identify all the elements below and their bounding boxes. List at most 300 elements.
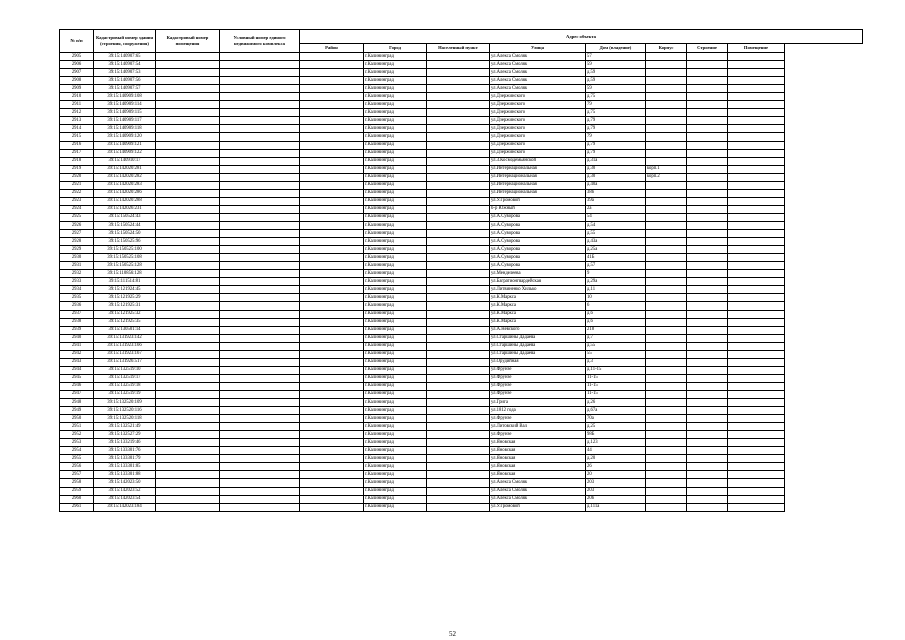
cell-cond-number [220,382,300,390]
cell-district [300,374,364,382]
cell-building [687,455,728,463]
cell-district [300,358,364,366]
cell-building [687,270,728,278]
cell-cad-building: 39:15:133219:46 [94,439,156,447]
table-row [60,213,863,221]
cell-district [300,117,364,125]
table-row [60,278,863,286]
cell-cad-room [156,53,220,61]
cell-city: г.Калининград [364,399,427,407]
cell-house: д.25 [586,423,646,431]
cell-cad-room [156,399,220,407]
cell-cond-number [220,407,300,415]
cell-cond-number [220,85,300,93]
cell-house: 11-15 [586,390,646,398]
table-row [60,471,863,479]
cell-room [728,230,785,238]
cell-cad-building: 39:15:140909:114 [94,101,156,109]
cell-building [687,181,728,189]
cell-room [728,423,785,431]
cell-street: ул.А.Суворова [490,246,586,254]
cell-num: 2950 [60,415,94,423]
cell-room [728,238,785,246]
cell-korpus [646,326,687,334]
cell-cond-number [220,93,300,101]
cell-cad-building: 39:15:142023:184 [94,503,156,511]
cell-locality [427,197,490,205]
cell-korpus [646,358,687,366]
cell-num: 2913 [60,117,94,125]
table-row [60,262,863,270]
cell-room [728,310,785,318]
cell-house: д.3 [586,358,646,366]
cell-street: ул.Алекса Смоляк [490,487,586,495]
cell-district [300,246,364,254]
cell-building [687,205,728,213]
cell-cond-number [220,487,300,495]
cell-building [687,246,728,254]
cell-cond-number [220,358,300,366]
cell-building [687,447,728,455]
cell-cad-room [156,85,220,93]
cell-street: ул.Фрунзе [490,382,586,390]
cell-cad-room [156,125,220,133]
table-row [60,125,863,133]
cell-cad-building: 39:15:142026:231 [94,205,156,213]
cell-room [728,334,785,342]
cell-room [728,246,785,254]
cell-korpus [646,189,687,197]
cell-locality [427,205,490,213]
cell-district [300,69,364,77]
cell-house: 98Б [586,431,646,439]
cell-city: г.Калининград [364,221,427,229]
cell-room [728,495,785,503]
cell-locality [427,302,490,310]
cell-room [728,350,785,358]
cell-district [300,133,364,141]
cell-locality [427,423,490,431]
cell-district [300,334,364,342]
table-row [60,53,863,61]
cell-district [300,221,364,229]
cell-street: ул.Старшины Дадаева [490,350,586,358]
cell-cad-room [156,165,220,173]
cell-cad-building: 39:15:142023:54 [94,495,156,503]
cell-building [687,503,728,511]
cell-num: 2925 [60,213,94,221]
cell-city: г.Калининград [364,479,427,487]
cell-house: 2а [586,205,646,213]
table-row [60,463,863,471]
cell-building [687,101,728,109]
cell-room [728,431,785,439]
cell-building [687,342,728,350]
table-row [60,61,863,69]
cell-street: ул.Алекса Смоляк [490,77,586,85]
cell-house: 70а [586,415,646,423]
cell-cond-number [220,294,300,302]
cell-street: ул.Алекса Смоляк [490,495,586,503]
cell-street: ул.А.Суворова [490,221,586,229]
cell-num: 2905 [60,53,94,61]
cell-building [687,415,728,423]
cell-cad-room [156,487,220,495]
cell-korpus [646,93,687,101]
cell-cad-building: 39:15:132520:118 [94,415,156,423]
cell-num: 2923 [60,197,94,205]
cell-house: д.55 [586,342,646,350]
cell-locality [427,439,490,447]
cell-cad-building: 39:15:140909:118 [94,125,156,133]
cell-house: 10 [586,294,646,302]
cell-city: г.Калининград [364,487,427,495]
cell-cad-building: 39:15:131923:142 [94,334,156,342]
cell-room [728,415,785,423]
cell-cond-number [220,503,300,511]
cell-house: 54 [586,213,646,221]
cell-cad-room [156,173,220,181]
cell-district [300,439,364,447]
cell-room [728,270,785,278]
cell-locality [427,230,490,238]
cell-building [687,318,728,326]
cell-cond-number [220,286,300,294]
cell-locality [427,133,490,141]
cell-locality [427,358,490,366]
cell-city: г.Калининград [364,125,427,133]
cell-city: г.Калининград [364,165,427,173]
cell-building [687,479,728,487]
cell-city: г.Калининград [364,197,427,205]
cell-cad-building: 39:15:131923:166 [94,342,156,350]
cell-cond-number [220,149,300,157]
cell-district [300,101,364,109]
cell-num: 2917 [60,149,94,157]
cell-room [728,133,785,141]
table-row [60,358,863,366]
cell-num: 2918 [60,157,94,165]
cell-locality [427,407,490,415]
table-row [60,423,863,431]
cell-room [728,342,785,350]
cell-room [728,358,785,366]
cell-locality [427,77,490,85]
cell-city: г.Калининград [364,262,427,270]
cell-cond-number [220,334,300,342]
cell-room [728,447,785,455]
cell-num: 2949 [60,407,94,415]
cell-locality [427,310,490,318]
cell-locality [427,495,490,503]
registry-sheet [59,29,862,512]
cell-cad-room [156,318,220,326]
cell-house: д.55 [586,230,646,238]
cell-room [728,205,785,213]
cell-district [300,230,364,238]
cell-cad-building: 39:15:140907:56 [94,77,156,85]
cell-city: г.Калининград [364,205,427,213]
cell-cad-room [156,382,220,390]
cell-locality [427,350,490,358]
cell-city: г.Калининград [364,278,427,286]
table-row [60,238,863,246]
cell-locality [427,487,490,495]
cell-num: 2961 [60,503,94,511]
cell-district [300,149,364,157]
cell-city: г.Калининград [364,93,427,101]
cell-room [728,439,785,447]
cell-cad-building: 39:15:150525:108 [94,254,156,262]
cell-house: д.40а [586,181,646,189]
cell-city: г.Калининград [364,294,427,302]
cell-room [728,125,785,133]
cell-cad-room [156,117,220,125]
cell-cad-room [156,390,220,398]
cell-house: 203 [586,479,646,487]
cell-building [687,173,728,181]
cell-city: г.Калининград [364,246,427,254]
cell-city: г.Калининград [364,157,427,165]
cell-num: 2916 [60,141,94,149]
cell-city: г.Калининград [364,85,427,93]
cell-cad-room [156,149,220,157]
cell-cad-room [156,350,220,358]
cell-num: 2911 [60,101,94,109]
cell-cad-room [156,463,220,471]
cell-cad-building: 39:15:121924:45 [94,286,156,294]
cell-building [687,439,728,447]
cell-locality [427,141,490,149]
table-body [60,53,863,512]
cell-district [300,61,364,69]
cell-locality [427,149,490,157]
cell-num: 2937 [60,310,94,318]
cell-room [728,85,785,93]
cell-locality [427,157,490,165]
cell-locality [427,294,490,302]
cell-house: 203 [586,487,646,495]
cell-building [687,487,728,495]
cell-cad-building: 39:15:142020:281 [94,165,156,173]
cell-cad-room [156,133,220,141]
cell-city: г.Калининград [364,455,427,463]
cell-cond-number [220,109,300,117]
cell-cad-room [156,342,220,350]
cell-cad-room [156,157,220,165]
cell-cad-room [156,374,220,382]
cell-cad-building: 39:15:140910:17 [94,157,156,165]
cell-room [728,302,785,310]
cell-num: 2920 [60,173,94,181]
cell-district [300,77,364,85]
table-row [60,69,863,77]
cell-cad-building: 39:15:140909:120 [94,133,156,141]
cell-cad-building: 39:15:132519:19 [94,390,156,398]
cell-street: ул.А.Суворова [490,230,586,238]
cell-locality [427,53,490,61]
cell-room [728,326,785,334]
cell-street: ул.А.Суворова [490,254,586,262]
cell-room [728,101,785,109]
cell-room [728,157,785,165]
cell-building [687,286,728,294]
cell-house: д.30 [586,173,646,181]
cell-cond-number [220,246,300,254]
cell-locality [427,447,490,455]
table-row [60,93,863,101]
cell-street: ул.Дзержинского [490,141,586,149]
cell-building [687,495,728,503]
cell-korpus [646,181,687,189]
cell-room [728,479,785,487]
cell-building [687,358,728,366]
cell-locality [427,238,490,246]
cell-cad-room [156,230,220,238]
cell-house: д.54 [586,221,646,229]
cell-cad-room [156,238,220,246]
cell-num: 2957 [60,471,94,479]
table-row [60,197,863,205]
cell-num: 2932 [60,270,94,278]
cell-cond-number [220,423,300,431]
cell-korpus: корп.1 [646,165,687,173]
cell-house: д.7 [586,334,646,342]
cell-street: ул.Багратионгвардейская [490,278,586,286]
cell-district [300,463,364,471]
cell-num: 2909 [60,85,94,93]
header-street: Улица [490,44,586,53]
cell-city: г.Калининград [364,439,427,447]
cell-street: ул.Интернациональная [490,165,586,173]
table-row [60,221,863,229]
table-row [60,495,863,503]
cell-locality [427,213,490,221]
cell-city: г.Калининград [364,173,427,181]
cell-cad-room [156,270,220,278]
cell-locality [427,221,490,229]
cell-cond-number [220,157,300,165]
table-row [60,286,863,294]
cell-district [300,125,364,133]
cell-house: 9 [586,270,646,278]
header-cad-room: Кадастровый номер помещения [156,30,220,53]
cell-cond-number [220,173,300,181]
cell-street: ул.А.Невского [490,326,586,334]
cell-building [687,157,728,165]
table-row [60,109,863,117]
cell-cad-room [156,189,220,197]
cell-cad-room [156,278,220,286]
cell-city: г.Калининград [364,310,427,318]
cell-cad-building: 39:15:132519:17 [94,374,156,382]
cell-cond-number [220,254,300,262]
cell-num: 2908 [60,77,94,85]
cell-city: г.Калининград [364,366,427,374]
cell-building [687,53,728,61]
cell-building [687,390,728,398]
cell-street: ул.Старшины Дадаева [490,334,586,342]
cell-num: 2935 [60,294,94,302]
cell-house: 26 [586,463,646,471]
cell-cad-room [156,358,220,366]
table-row [60,85,863,93]
cell-cad-building: 39:15:132520:109 [94,399,156,407]
cell-cad-building: 39:15:150524:44 [94,221,156,229]
cell-city: г.Калининград [364,109,427,117]
cell-locality [427,85,490,93]
cell-korpus [646,382,687,390]
cell-locality [427,326,490,334]
cell-street: ул.Яновская [490,471,586,479]
cell-locality [427,181,490,189]
cell-korpus [646,294,687,302]
cell-house: д.79 [586,149,646,157]
cell-cad-room [156,447,220,455]
cell-house: д.75 [586,93,646,101]
cell-num: 2936 [60,302,94,310]
cell-city: г.Калининград [364,270,427,278]
cell-korpus [646,254,687,262]
table-row [60,342,863,350]
cell-num: 2956 [60,463,94,471]
cell-num: 2921 [60,181,94,189]
cell-num: 2958 [60,479,94,487]
cell-cad-building: 39:15:142023:50 [94,479,156,487]
cell-building [687,213,728,221]
cell-korpus [646,471,687,479]
cell-cad-room [156,334,220,342]
header-city: Город [364,44,427,53]
cell-street: ул.Яновская [490,455,586,463]
cell-cad-room [156,213,220,221]
cell-korpus [646,423,687,431]
cell-building [687,374,728,382]
header-num: № п/п [60,30,94,53]
cell-street: ул.К.Маркса [490,318,586,326]
cell-house: 59 [586,61,646,69]
cell-num: 2926 [60,221,94,229]
cell-num: 2952 [60,431,94,439]
cell-korpus [646,390,687,398]
cell-district [300,93,364,101]
cell-room [728,455,785,463]
cell-cad-building: 39:15:121925:31 [94,302,156,310]
cell-building [687,471,728,479]
cell-building [687,254,728,262]
cell-house: д.79 [586,141,646,149]
cell-city: г.Калининград [364,390,427,398]
cell-city: г.Калининград [364,431,427,439]
cell-room [728,407,785,415]
page-number: 52 [449,630,456,638]
cell-building [687,109,728,117]
cell-cond-number [220,77,300,85]
cell-street: ул.Фрунзе [490,415,586,423]
cell-district [300,407,364,415]
cell-locality [427,173,490,181]
cell-street: ул.К.Маркса [490,302,586,310]
cell-korpus [646,286,687,294]
cell-house: 55 [586,350,646,358]
cell-num: 2946 [60,382,94,390]
cell-city: г.Калининград [364,77,427,85]
cell-num: 2959 [60,487,94,495]
cell-korpus [646,439,687,447]
cell-district [300,270,364,278]
cell-district [300,157,364,165]
cell-building [687,294,728,302]
